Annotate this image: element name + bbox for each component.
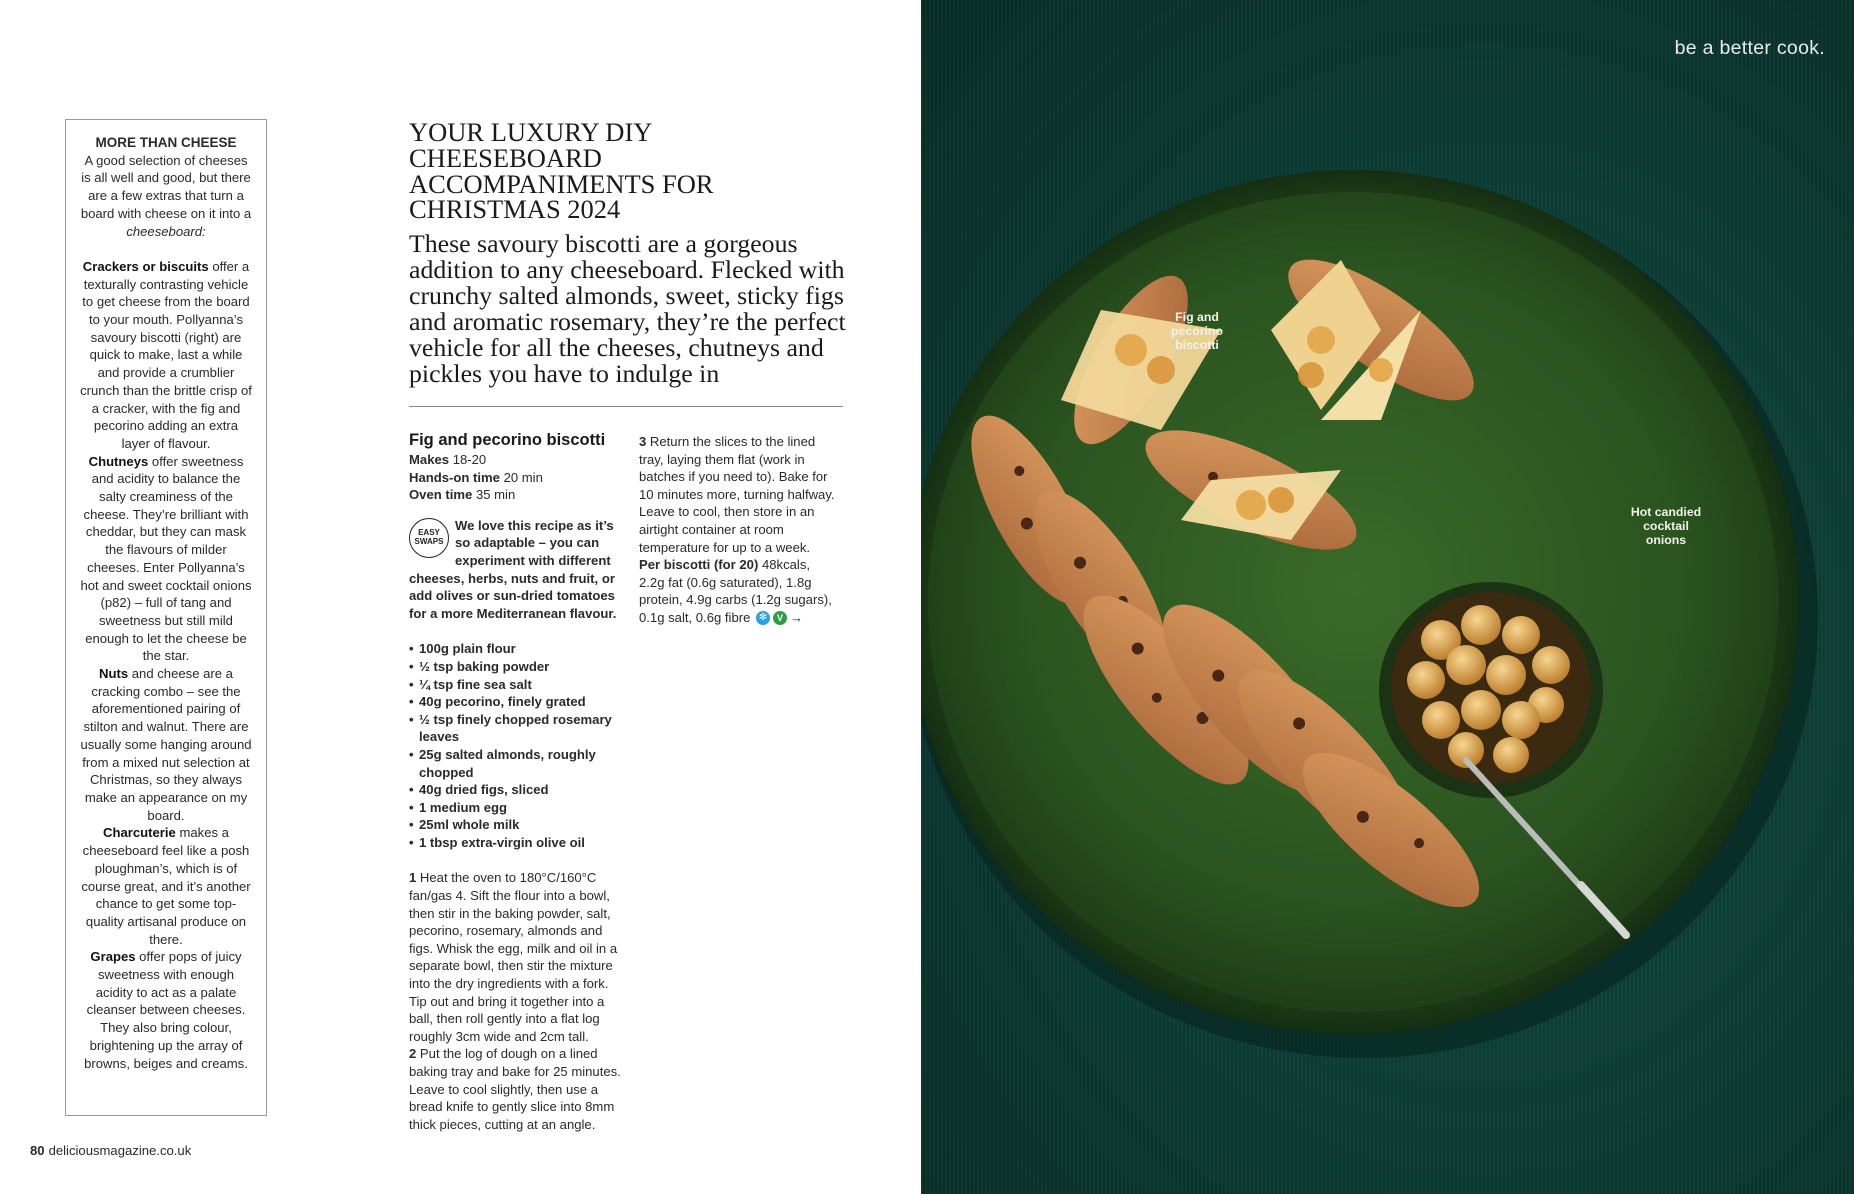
sidebar-paragraph-chutneys bbox=[78, 453, 254, 665]
ingredients-list bbox=[409, 640, 624, 851]
sidebar-text: and cheese are a cracking combo – see the aforementioned pairing of stilton and walnut. There are usually some hanging around from a mixed nut selection at Christmas, so they always make an appearance on my board. bbox=[80, 666, 252, 823]
sidebar-paragraph-nuts bbox=[78, 665, 254, 824]
sidebar-lead: Charcuterie bbox=[103, 825, 176, 841]
site-url: deliciousmagazine.co.uk bbox=[48, 1143, 192, 1158]
method-step-3 bbox=[639, 433, 839, 556]
left-page bbox=[0, 0, 921, 1194]
recipe-column-1 bbox=[409, 430, 624, 1133]
easy-swaps-badge-icon: EASY SWAPS bbox=[409, 518, 449, 558]
nutrition-text: 48kcals, 2.2g fat (0.6g saturated), 1.8g protein, 4.9g carbs (1.2g sugars), 0.1g salt, 0.6g fibre bbox=[639, 557, 832, 625]
makes-value: 18-20 bbox=[452, 452, 487, 467]
nutrition-info bbox=[639, 556, 839, 626]
method-part-1 bbox=[409, 869, 624, 1133]
recipe-title: Fig and pecorino biscotti bbox=[409, 431, 606, 449]
ingredient-item: • 40g pecorino, finely grated bbox=[409, 693, 624, 711]
sidebar-text: makes a cheeseboard feel like a posh ploughman’s, which is of course great, and it’s another chance to get some top-quality artisanal produce on there. bbox=[81, 825, 251, 947]
sidebar-lead: Nuts bbox=[99, 666, 129, 682]
step-text: Return the slices to the lined tray, laying them flat (work in batches if you need to). Bake for 10 minutes more, turning halfway. Leave to cool, then store in an airtight container at room temperature for up to a week. bbox=[639, 434, 835, 555]
page-footer bbox=[30, 1143, 191, 1158]
callout-onions: Hot candied cocktail onions bbox=[1630, 505, 1702, 547]
diet-icons bbox=[756, 611, 787, 625]
photo-page bbox=[921, 0, 1854, 1194]
method-step-2 bbox=[409, 1045, 624, 1133]
sidebar-paragraph-crackers bbox=[78, 258, 254, 453]
sidebar-box bbox=[65, 119, 267, 1116]
sidebar-text: offer pops of juicy sweetness with enough acidity to act as a palate cleanser between cheeses. They also bring colour, brightening up the array of browns, beiges and creams. bbox=[84, 949, 248, 1071]
food-photo-image bbox=[921, 0, 1854, 1194]
ingredient-item: • 40g dried figs, sliced bbox=[409, 781, 624, 799]
sidebar-lead: Crackers or biscuits bbox=[82, 258, 209, 274]
standfirst: These savoury biscotti are a gorgeous addition to any cheeseboard. Flecked with crunchy salted almonds, sweet, sticky figs and aromatic rosemary, they’re the perfect vehicle for all the cheeses, chutneys and pickles you have to indulge in bbox=[409, 229, 846, 389]
nutrition-label: Per biscotti (for 20) bbox=[639, 557, 759, 573]
easy-swaps-text: We love this recipe as it’s so adaptable – you can experiment with different cheeses, herbs, nuts and fruit, or add olives or sun-dried tomatoes for a more Mediterranean flavour. bbox=[409, 517, 617, 621]
step-number: 2 bbox=[409, 1046, 417, 1062]
ingredient-item: • ¼ tsp fine sea salt bbox=[409, 676, 624, 694]
arrow-right-icon: → bbox=[790, 609, 804, 625]
step-number: 3 bbox=[639, 434, 647, 449]
oven-value: 35 min bbox=[475, 487, 516, 503]
sidebar-intro bbox=[78, 152, 254, 241]
snowflake-icon: ✻ bbox=[756, 611, 770, 625]
easy-swaps-note bbox=[409, 517, 624, 623]
recipe-hands-on bbox=[409, 469, 624, 487]
ingredient-item: • 1 medium egg bbox=[409, 799, 624, 817]
step-text: Put the log of dough on a lined baking tray and bake for 25 minutes. Leave to cool slightly, then use a bread knife to gently slice into 8mm thick pieces, cutting at an angle. bbox=[409, 1046, 621, 1132]
tagline: be a better cook. bbox=[1674, 37, 1825, 59]
sidebar-text: offer sweetness and acidity to balance the salty creaminess of the cheese. They’re brilliant with cheddar, but they can mask the flavours of milder cheeses. Enter Pollyanna’s hot and sweet cocktail onions (p82) – full of tang and sweetness but still mild enough to let the cheese be the star. bbox=[80, 453, 252, 664]
sidebar-text: offer a texturally contrasting vehicle to get cheese from the board to your mouth. Pollyanna’s savoury biscotti (right) are quick to make, last a while and provide a crumblier crunch than the brittle crisp of a cracker, with the fig and pecorino adding an extra layer of flavour. bbox=[80, 258, 252, 451]
step-number: 1 bbox=[409, 870, 417, 886]
sidebar-lead: Grapes bbox=[90, 949, 136, 965]
recipe-oven-time bbox=[409, 486, 624, 504]
method-step-1 bbox=[409, 869, 624, 1045]
sidebar-paragraph-grapes bbox=[78, 948, 254, 1072]
hands-on-value: 20 min bbox=[503, 469, 543, 485]
ingredient-item: • 100g plain flour bbox=[409, 640, 624, 658]
ingredient-item: • 25g salted almonds, roughly chopped bbox=[409, 746, 624, 781]
divider bbox=[409, 406, 843, 407]
oven-label: Oven time bbox=[409, 487, 473, 503]
ingredient-item: • ½ tsp finely chopped rosemary leaves bbox=[409, 711, 624, 746]
sidebar-lead: Chutneys bbox=[88, 453, 149, 469]
method-part-2 bbox=[639, 433, 839, 627]
callout-biscotti: Fig and pecorino biscotti bbox=[1171, 310, 1223, 352]
sidebar-intro-text: A good selection of cheeses is all well and good, but there are a few extras that turn a board with cheese on it into a bbox=[80, 152, 252, 221]
hands-on-label: Hands-on time bbox=[409, 469, 500, 485]
makes-label: Makes bbox=[409, 452, 450, 467]
step-text: Heat the oven to 180°C/160°C fan/gas 4. Sift the flour into a bowl, then stir in the baking powder, salt, pecorino, rosemary, almonds and figs. Whisk the egg, milk and oil in a separate bowl, then stir the mixture into the dry ingredients with a fork. Tip out and bring it together into a ball, then roll gently into a flat log roughly 3cm wide and 2cm tall. bbox=[409, 870, 618, 1044]
sidebar-intro-em: cheeseboard: bbox=[126, 223, 206, 239]
vegetarian-icon: V bbox=[773, 611, 787, 625]
ingredient-item: • ½ tsp baking powder bbox=[409, 658, 624, 676]
page-number: 80 bbox=[30, 1143, 45, 1158]
ingredient-item: • 25ml whole milk bbox=[409, 816, 624, 834]
recipe-column-2 bbox=[639, 433, 839, 627]
ingredient-item: • 1 tbsp extra-virgin olive oil bbox=[409, 834, 624, 852]
recipe-makes bbox=[409, 451, 624, 469]
sidebar-paragraph-charcuterie bbox=[78, 824, 254, 948]
page-headline: YOUR LUXURY DIY CHEESEBOARD ACCOMPANIMENTS FOR CHRISTMAS 2024 bbox=[409, 117, 714, 225]
sidebar-title: MORE THAN CHEESE bbox=[95, 135, 237, 150]
